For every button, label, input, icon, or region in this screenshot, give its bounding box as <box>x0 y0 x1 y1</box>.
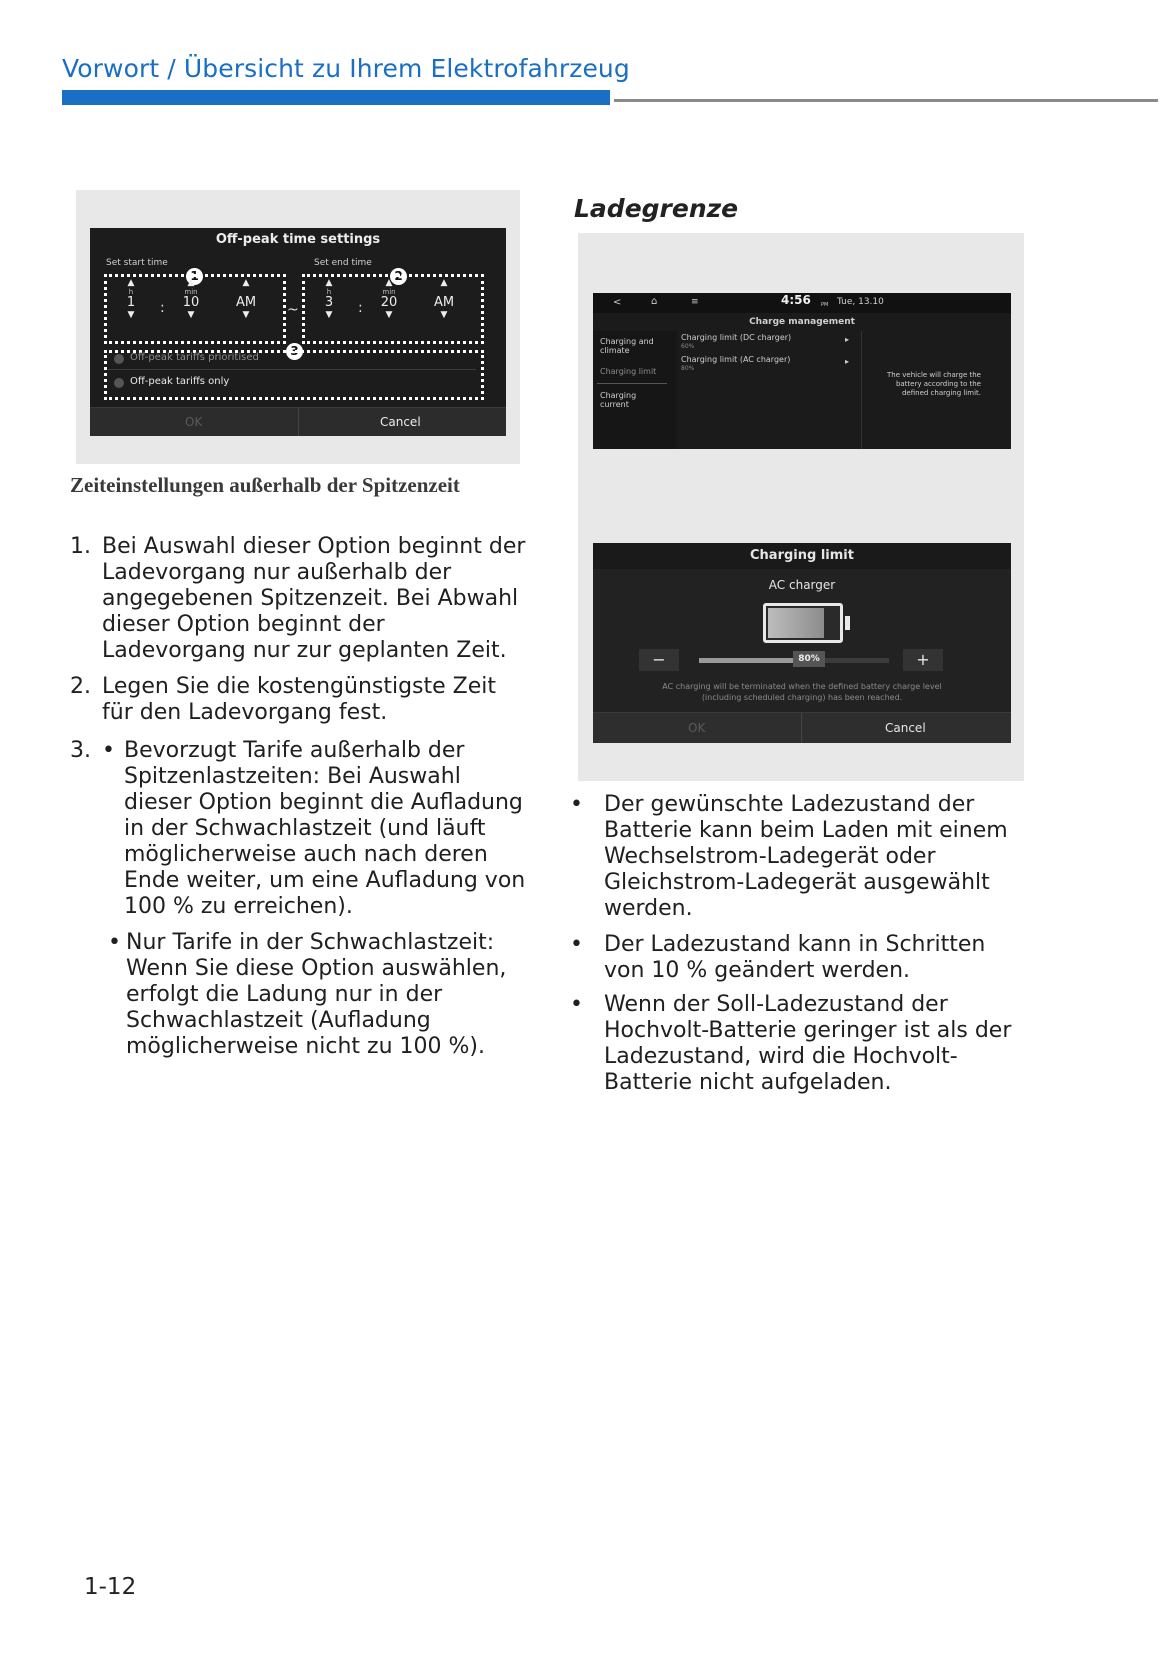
header-rule-blue <box>62 90 610 105</box>
list-item-1: 1. Bei Auswahl dieser Option beginnt der Ladevorgang nur außerhalb der angegebenen Spitzenzeit. Bei Abwahl dieser Option beginnt der Ladevorgang nur zur geplanten Zeit. <box>70 534 526 663</box>
offpeak-figure <box>76 190 520 464</box>
up-arrow-icon[interactable]: ▲ <box>440 278 448 288</box>
clock-pm: PM <box>821 302 829 308</box>
up-arrow-icon[interactable]: ▲ <box>385 278 393 288</box>
right-bullet-2: • Der Ladezustand kann in Schritten von 10 % geändert werden. <box>570 932 986 983</box>
sub-bullet-offpeak-only: • Nur Tarife in der Schwachlastzeit: Wenn Sie diese Option auswählen, erfolgt die Ladung nur in der Schwachlastzeit (Aufladung möglicherweise nicht zu 100 %). <box>108 930 507 1059</box>
decrease-button[interactable]: − <box>639 649 679 671</box>
cancel-button[interactable]: Cancel <box>380 415 421 429</box>
option-only[interactable]: Off-peak tariffs only <box>130 376 230 387</box>
cancel-button[interactable]: Cancel <box>885 721 926 735</box>
radio-only[interactable] <box>114 378 124 388</box>
battery-icon <box>763 603 843 643</box>
side-item-charging-climate[interactable]: Charging and climate <box>600 337 654 355</box>
range-tilde: ~ <box>287 302 299 318</box>
down-arrow-icon[interactable]: ▼ <box>325 310 333 320</box>
end-time-label: Set end time <box>314 258 372 268</box>
bullet-dot: • <box>108 930 121 955</box>
list-item-3: 3. • Bevorzugt Tarife außerhalb der Spitzenlastzeiten: Bei Auswahl dieser Option beginnt die Aufladung in der Schwachlastzeit (und läuft möglicherweise auch nach deren Ende weiter, um eine Aufladung von 100 % zu erreichen). <box>70 738 526 919</box>
start-hour-picker[interactable]: ▲ h 1 ▼ <box>118 278 144 320</box>
down-arrow-icon[interactable]: ▼ <box>242 310 250 320</box>
charging-limit-title: Charging limit <box>750 548 854 563</box>
charging-limit-screen <box>593 543 1011 743</box>
option-prioritised[interactable]: Off-peak tariffs prioritised <box>130 352 259 363</box>
ac-limit-label[interactable]: Charging limit (AC charger) <box>681 355 791 364</box>
page-number: 1-12 <box>84 1574 137 1600</box>
home-icon[interactable]: ⌂ <box>651 296 658 307</box>
offpeak-screen <box>90 228 506 436</box>
callout-1: 1 <box>186 268 203 285</box>
side-menu <box>593 331 677 449</box>
section-title: Ladegrenze <box>574 194 739 223</box>
up-arrow-icon[interactable]: ▲ <box>325 278 333 288</box>
up-arrow-icon[interactable]: ▲ <box>187 278 195 288</box>
charging-limit-figure <box>578 233 1024 781</box>
clock-time: 4:56 <box>781 293 811 307</box>
start-minute-picker[interactable]: ▲ min 10 ▼ <box>178 278 204 320</box>
ok-button[interactable]: OK <box>185 415 203 429</box>
up-arrow-icon[interactable]: ▲ <box>242 278 250 288</box>
end-hour-picker[interactable]: ▲ h 3 ▼ <box>316 278 342 320</box>
ac-limit-value: 80% <box>681 365 695 372</box>
menu-icon[interactable]: ≡ <box>691 297 699 307</box>
down-arrow-icon[interactable]: ▼ <box>127 310 135 320</box>
radio-prioritised[interactable] <box>114 354 124 364</box>
dc-limit-label[interactable]: Charging limit (DC charger) <box>681 333 792 342</box>
chapter-title: Vorwort / Übersicht zu Ihrem Elektrofahrzeug <box>62 54 630 83</box>
charge-management-title: Charge management <box>749 317 855 327</box>
charging-info-text: The vehicle will charge the battery according to the defined charging limit. <box>887 371 981 397</box>
down-arrow-icon[interactable]: ▼ <box>440 310 448 320</box>
clock-date: Tue, 13.10 <box>837 297 884 307</box>
offpeak-screen-title: Off-peak time settings <box>215 232 381 247</box>
right-bullet-1: • Der gewünschte Ladezustand der Batterie kann beim Laden mit einem Wechselstrom-Ladegerät oder Gleichstrom-Ladegerät ausgewählt werden. <box>570 792 1008 921</box>
bullet-dot: • <box>570 792 583 817</box>
side-item-charging-limit[interactable]: Charging limit <box>600 367 657 376</box>
right-bullet-3: • Wenn der Soll-Ladezustand der Hochvolt-Batterie geringer ist als der Ladezustand, wird die Hochvolt-Batterie nicht aufgeladen. <box>570 992 1012 1095</box>
start-ampm-picker[interactable]: ▲ AM ▼ <box>230 278 262 320</box>
offpeak-button-bar <box>90 407 506 436</box>
callout-2: 2 <box>390 268 407 285</box>
start-time-label: Set start time <box>106 258 168 268</box>
bullet-dot: • <box>570 992 583 1017</box>
figure-caption: Zeiteinstellungen außerhalb der Spitzenzeit <box>70 473 460 497</box>
chevron-right-icon[interactable]: ▸ <box>845 357 850 366</box>
end-ampm-picker[interactable]: ▲ AM ▼ <box>428 278 460 320</box>
time-colon: : <box>160 300 165 316</box>
list-item-2: 2. Legen Sie die kostengünstigste Zeit für den Ladevorgang fest. <box>70 674 497 725</box>
status-bar <box>593 293 1011 313</box>
charge-management-screen <box>593 293 1011 449</box>
back-icon[interactable]: < <box>613 297 622 308</box>
chevron-right-icon[interactable]: ▸ <box>845 335 850 344</box>
charging-note: AC charging will be terminated when the defined battery charge level (including scheduled charging) has been reached. <box>662 682 942 702</box>
side-item-charging-current[interactable]: Charging current <box>600 391 637 409</box>
limit-slider-value[interactable]: 80% <box>793 651 825 667</box>
charging-limit-button-bar <box>593 712 1011 743</box>
dc-limit-value: 60% <box>681 343 695 350</box>
limit-slider-fill <box>699 658 793 663</box>
increase-button[interactable]: + <box>903 649 943 671</box>
up-arrow-icon[interactable]: ▲ <box>127 278 135 288</box>
bullet-dot: • <box>102 738 115 763</box>
bullet-dot: • <box>570 932 583 957</box>
end-minute-picker[interactable]: ▲ min 20 ▼ <box>376 278 402 320</box>
down-arrow-icon[interactable]: ▼ <box>385 310 393 320</box>
ok-button[interactable]: OK <box>688 721 706 735</box>
header-rule-gray <box>614 99 1158 102</box>
time-colon: : <box>358 300 363 316</box>
down-arrow-icon[interactable]: ▼ <box>187 310 195 320</box>
battery-fill <box>768 608 824 638</box>
option-divider <box>108 369 476 370</box>
charger-type-label: AC charger <box>768 578 836 592</box>
callout-3: 3 <box>286 343 303 360</box>
